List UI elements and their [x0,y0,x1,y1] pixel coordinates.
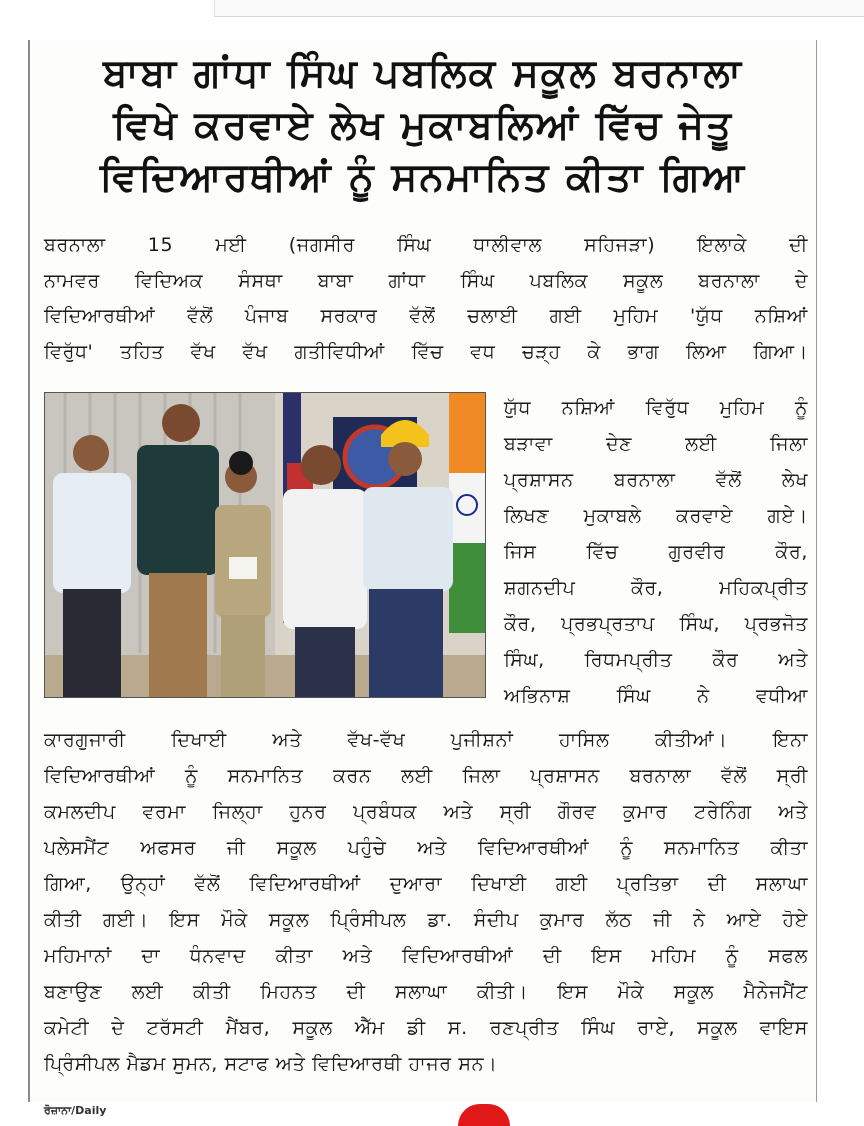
bottom-line: ਕਮਲਦੀਪ ਵਰਮਾ ਜਿਲ੍ਹਾ ਹੁਨਰ ਪ੍ਰਬੰਧਕ ਅਤੇ ਸ੍ਰੀ ਗੌਰਵ ਕੁਮਾਰ ਟਰੇਨਿੰਗ ਅਤੇ [44,801,808,823]
bottom-line: ਕਮੇਟੀ ਦੇ ਟਰੱਸਟੀ ਮੈਂਬਰ, ਸਕੂਲ ਐੱਮ ਡੀ ਸ. ਰਣਪ੍ਰੀਤ ਸਿੰਘ ਰਾਏ, ਸਕੂਲ ਵਾਇਸ [44,1017,808,1039]
lead-line: ਨਾਮਵਰ ਵਿਦਿਅਕ ਸੰਸਥਾ ਬਾਬਾ ਗਾਂਧਾ ਸਿੰਘ ਪਬਲਿਕ ਸਕੂਲ ਬਰਨਾਲਾ ਦੇ [44,269,808,292]
side-line: ਅਭਿਨਾਸ਼ ਸਿੰਘ ਨੇ ਵਧੀਆ [504,685,808,707]
bottom-line: ਪ੍ਰਿੰਸੀਪਲ ਮੈਡਮ ਸੁਮਨ, ਸਟਾਫ ਅਤੇ ਵਿਦਿਆਰਥੀ ਹਾਜਰ ਸਨ। [44,1053,498,1075]
masthead-label: ਰੋਜ਼ਾਨਾ/Daily [44,1104,107,1117]
red-logo-mark [458,1104,510,1126]
side-line: ਲਿਖਣ ਮੁਕਾਬਲੇ ਕਰਵਾਏ ਗਏ। [504,505,808,527]
lead-line: ਵਿਦਿਆਰਥੀਆਂ ਵੱਲੋਂ ਪੰਜਾਬ ਸਰਕਾਰ ਵੱਲੋਂ ਚਲਾਈ ਗਈ ਮੁਹਿਮ 'ਯੁੱਧ ਨਸ਼ਿਆਂ [44,305,808,327]
lead-line: ਬਰਨਾਲਾ 15 ਮਈ (ਜਗਸੀਰ ਸਿੰਘ ਧਾਲੀਵਾਲ ਸਹਿਜੜਾ) ਇਲਾਕੇ ਦੀ [44,234,808,256]
bottom-line: ਗਿਆ, ਉਨ੍ਹਾਂ ਵੱਲੋਂ ਵਿਦਿਆਰਥੀਆਂ ਦੁਆਰਾ ਦਿਖਾਈ ਗਈ ਪ੍ਰਤਿਭਾ ਦੀ ਸਲਾਘਾ [44,873,808,895]
bottom-paragraph [44,722,808,1082]
browser-top-bar [214,0,864,17]
lead-paragraph [44,228,808,370]
headline-line-3: ਵਿਦਿਆਰਥੀਆਂ ਨੂੰ ਸਨਮਾਨਿਤ ਕੀਤਾ ਗਿਆ [99,155,747,200]
side-line: ਜਿਸ ਵਿੱਚ ਗੁਰਵੀਰ ਕੌਰ, [504,541,808,563]
side-line: ਯੁੱਧ ਨਸ਼ਿਆਂ ਵਿਰੁੱਧ ਮੁਹਿਮ ਨੂੰ [504,397,808,419]
lead-line: ਵਿਰੁੱਧ' ਤਹਿਤ ਵੱਖ ਵੱਖ ਗਤੀਵਿਧੀਆਂ ਵਿੱਚ ਵਧ ਚੜ੍ਹ ਕੇ ਭਾਗ ਲਿਆ ਗਿਆ। [44,340,808,363]
headline [30,48,816,204]
side-line: ਕੌਰ, ਪ੍ਰਭਪ੍ਰਤਾਪ ਸਿੰਘ, ਪ੍ਰਭਜੋਤ [504,613,808,635]
side-line: ਸਿੰਘ, ਰਿਧਮਪ੍ਰੀਤ ਕੌਰ ਅਤੇ [504,649,808,671]
headline-line-1: ਬਾਬਾ ਗਾਂਧਾ ਸਿੰਘ ਪਬਲਿਕ ਸਕੂਲ ਬਰਨਾਲਾ [103,51,743,96]
side-column-paragraph [504,390,808,714]
bottom-line: ਕਾਰਗੁਜਾਰੀ ਦਿਖਾਈ ਅਤੇ ਵੱਖ-ਵੱਖ ਪੁਜੀਸ਼ਨਾਂ ਹਾਸਿਲ ਕੀਤੀਆਂ। ਇਨਾ [44,729,808,751]
bottom-line: ਬਣਾਉਣ ਲਈ ਕੀਤੀ ਮਿਹਨਤ ਦੀ ਸਲਾਘਾ ਕੀਤੀ। ਇਸ ਮੌਕੇ ਸਕੂਲ ਮੈਨੇਜਮੈਂਟ [44,981,808,1003]
bottom-line: ਕੀਤੀ ਗਈ। ਇਸ ਮੌਕੇ ਸਕੂਲ ਪ੍ਰਿੰਸੀਪਲ ਡਾ. ਸੰਦੀਪ ਕੁਮਾਰ ਲੱਠ ਜੀ ਨੇ ਆਏ ਹੋਏ [44,909,808,931]
group-photo-illustration [45,393,485,697]
side-line: ਸ਼ਗਨਦੀਪ ਕੌਰ, ਮਹਿਕਪ੍ਰੀਤ [504,577,808,599]
news-photo [44,392,486,698]
bottom-line: ਪਲੇਸਮੈਂਟ ਅਫਸਰ ਜੀ ਸਕੂਲ ਪਹੁੰਚੇ ਅਤੇ ਵਿਦਿਆਰਥੀਆਂ ਨੂੰ ਸਨਮਾਨਿਤ ਕੀਤਾ [44,837,808,859]
headline-line-2: ਵਿਖੇ ਕਰਵਾਏ ਲੇਖ ਮੁਕਾਬਲਿਆਂ ਵਿੱਚ ਜੇਤੂ [113,103,733,148]
bottom-line: ਮਹਿਮਾਨਾਂ ਦਾ ਧੰਨਵਾਦ ਕੀਤਾ ਅਤੇ ਵਿਦਿਆਰਥੀਆਂ ਦੀ ਇਸ ਮਹਿਮ ਨੂੰ ਸਫਲ [44,945,808,967]
newspaper-clipping [28,40,817,1102]
side-line: ਬੜਾਵਾ ਦੇਣ ਲਈ ਜਿਲਾ [504,433,808,455]
side-line: ਪ੍ਰਸ਼ਾਸਨ ਬਰਨਾਲਾ ਵੱਲੋਂ ਲੇਖ [504,469,808,491]
bottom-line: ਵਿਦਿਆਰਥੀਆਂ ਨੂੰ ਸਨਮਾਨਿਤ ਕਰਨ ਲਈ ਜਿਲਾ ਪ੍ਰਸ਼ਾਸਨ ਬਰਨਾਲਾ ਵੱਲੋਂ ਸ੍ਰੀ [44,765,808,787]
